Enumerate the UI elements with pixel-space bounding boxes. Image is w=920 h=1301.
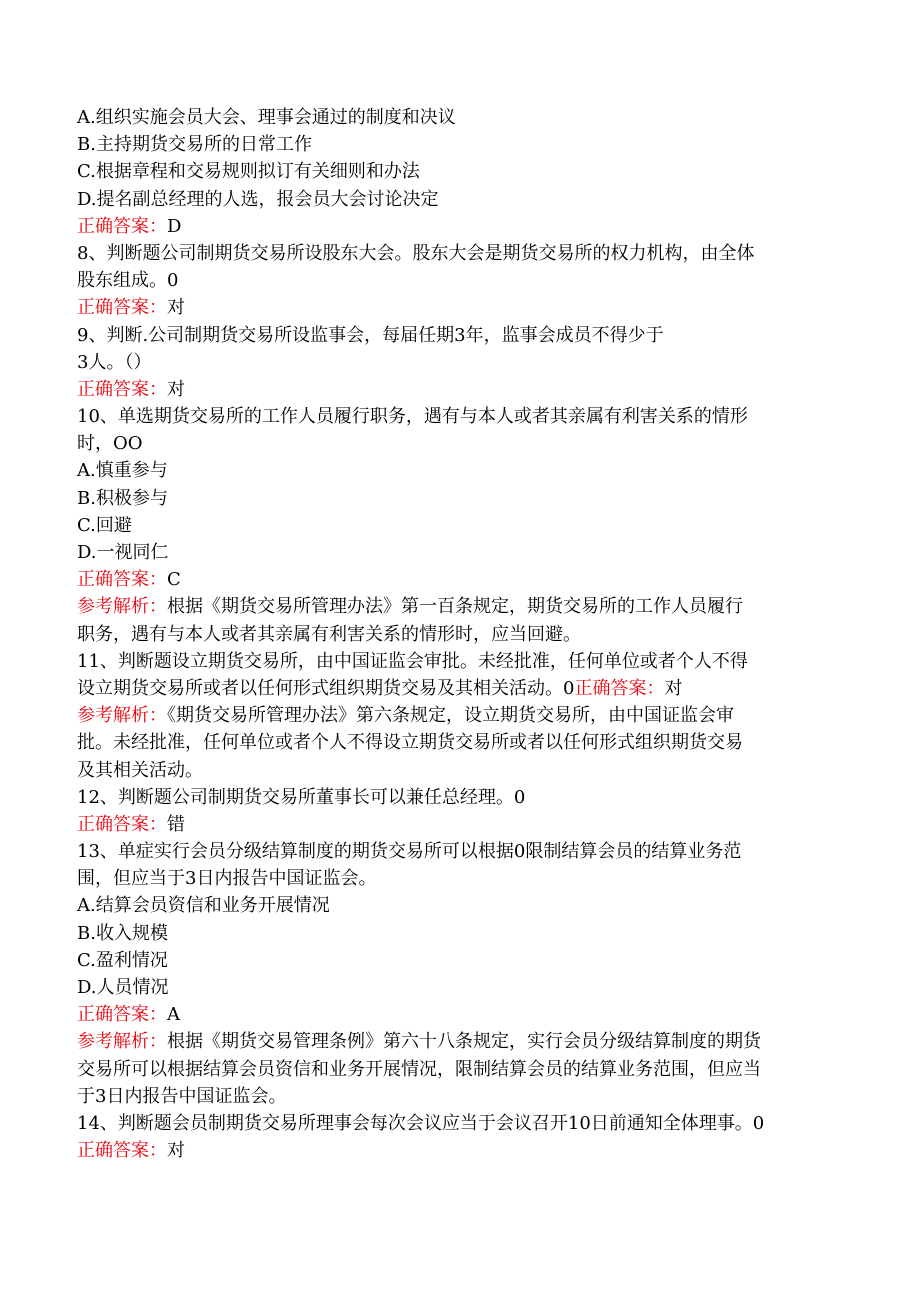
- text-line: 职务，遇有与本人或者其亲属有利害关系的情形时，应当回避。: [77, 623, 581, 645]
- answer-value: 错: [167, 813, 185, 835]
- answer-line: [77, 1137, 837, 1164]
- question-text: 设立期货交易所或者以任何形式组织期货交易及其相关活动。0: [77, 677, 575, 699]
- text-line: 交易所可以根据结算会员资信和业务开展情况，限制结算会员的结算业务范围，但应当: [77, 1058, 761, 1080]
- document-page: [77, 104, 837, 1164]
- analysis-label: 参考解析：: [77, 596, 167, 618]
- text-line-with-answer: [77, 675, 837, 702]
- answer-value: 对: [167, 378, 185, 400]
- answer-label: 正确答案：: [77, 297, 167, 319]
- answer-label: 正确答案：: [77, 569, 167, 591]
- answer-line: [77, 294, 837, 321]
- answer-value: 对: [167, 1140, 185, 1162]
- answer-value: D: [167, 215, 182, 237]
- analysis-line: [77, 1028, 837, 1055]
- text-line: 14、判断题会员制期货交易所理事会每次会议应当于会议召开10日前通知全体理事。0: [77, 1112, 765, 1134]
- text-line: 时，OO: [77, 433, 143, 455]
- text-line: B.主持期货交易所的日常工作: [77, 134, 312, 156]
- text-line: C.盈利情况: [77, 949, 168, 971]
- answer-value: A: [167, 1004, 180, 1026]
- answer-label: 正确答案：: [77, 813, 167, 835]
- text-line: 及其相关活动。: [77, 759, 203, 781]
- text-line: B.收入规模: [77, 922, 168, 944]
- text-line: D.提名副总经理的人选，报会员大会讨论决定: [77, 188, 439, 210]
- text-line: A.慎重参与: [77, 460, 168, 482]
- answer-label: 正确答案：: [77, 378, 167, 400]
- analysis-line: [77, 702, 837, 729]
- text-line: 股东组成。0: [77, 270, 179, 292]
- text-line: D.人员情况: [77, 977, 169, 998]
- text-line: 10、单选期货交易所的工作人员履行职务，遇有与本人或者其亲属有利害关系的情形: [77, 406, 748, 428]
- answer-line: [77, 213, 837, 240]
- answer-label: 正确答案：: [77, 1004, 167, 1026]
- text-line: C.根据章程和交易规则拟订有关细则和办法: [77, 161, 420, 183]
- answer-label: 正确答案：: [77, 1140, 167, 1162]
- analysis-text: 根据《期货交易所管理办法》第一百条规定，期货交易所的工作人员履行: [167, 596, 743, 618]
- text-line: A.组织实施会员大会、理事会通过的制度和决议: [77, 107, 456, 128]
- answer-value: 对: [664, 677, 683, 699]
- text-line: 12、判断题公司制期货交易所董事长可以兼任总经理。0: [77, 786, 526, 808]
- text-line: 13、单症实行会员分级结算制度的期货交易所可以根据0限制结算会员的结算业务范: [77, 841, 742, 863]
- answer-label: 正确答案：: [574, 677, 665, 699]
- text-line: 3人。（）: [77, 351, 152, 373]
- analysis-label: 参考解析：: [77, 705, 167, 727]
- analysis-line: [77, 593, 837, 620]
- answer-label: 正确答案：: [77, 215, 167, 237]
- text-line: 围，但应当于3日内报告中国证监会。: [77, 868, 377, 890]
- analysis-text: 《期货交易所管理办法》第六条规定，设立期货交易所，由中国证监会审: [167, 705, 734, 727]
- text-line: A.结算会员资信和业务开展情况: [77, 895, 330, 917]
- answer-line: [77, 376, 837, 403]
- text-line: 于3日内报告中国证监会。: [77, 1085, 287, 1107]
- answer-line: [77, 811, 837, 838]
- text-line: 11、判断题设立期货交易所，由中国证监会审批。未经批准，任何单位或者个人不得: [77, 650, 748, 672]
- answer-value: C: [167, 569, 181, 591]
- text-line: C.回避: [77, 514, 132, 536]
- text-line: 8、判断题公司制期货交易所设股东大会。股东大会是期货交易所的权力机构，由全体: [77, 242, 755, 264]
- answer-value: 对: [167, 297, 185, 319]
- text-line: B.积极参与: [77, 487, 168, 509]
- answer-line: [77, 1001, 837, 1028]
- analysis-label: 参考解析：: [77, 1031, 167, 1053]
- analysis-text: 根据《期货交易管理条例》第六十八条规定，实行会员分级结算制度的期货: [167, 1031, 761, 1053]
- text-line: 9、判断.公司制期货交易所设监事会，每届任期3年，监事会成员不得少于: [77, 324, 664, 346]
- text-line: 批。未经批准，任何单位或者个人不得设立期货交易所或者以任何形式组织期货交易: [77, 732, 743, 754]
- answer-line: [77, 566, 837, 593]
- text-line: D.一视同仁: [77, 542, 169, 563]
